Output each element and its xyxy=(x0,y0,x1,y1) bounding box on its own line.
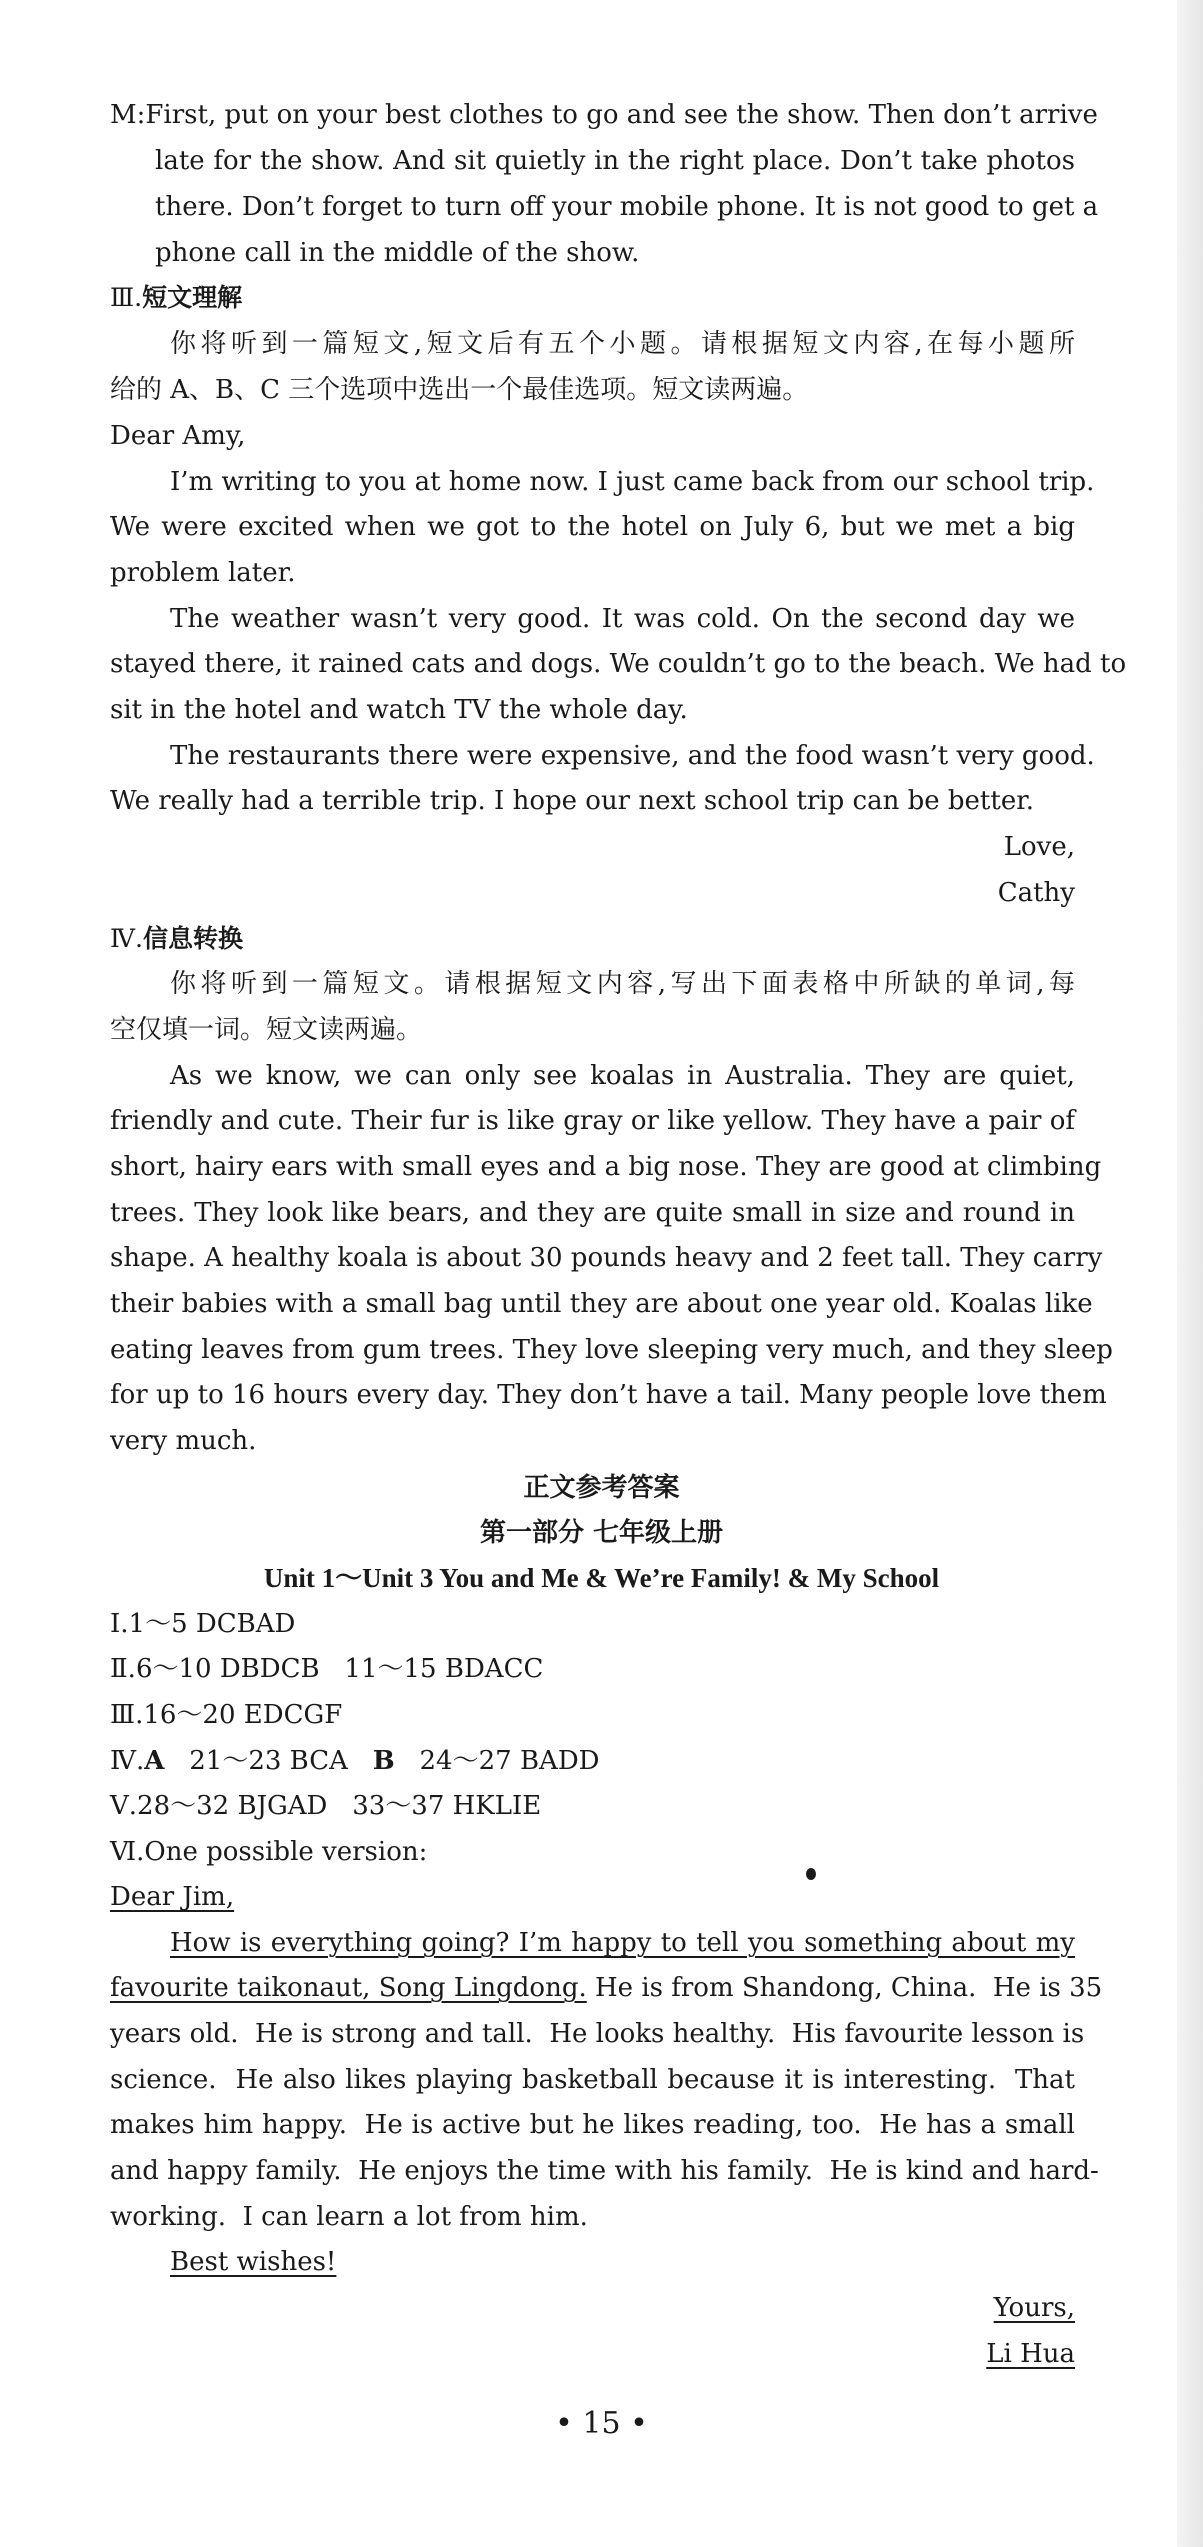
answer-number: Ⅵ. xyxy=(110,1837,145,1867)
answer-number: Ⅱ. xyxy=(110,1654,136,1684)
answer-text: 6～10 DBDCB 11～15 BDACC xyxy=(135,1654,544,1684)
model-letter-wishes xyxy=(170,2245,336,2279)
answer-part-b-label: B xyxy=(372,1746,395,1776)
answer-part-b-text: 24～27 BADD xyxy=(419,1746,600,1776)
instruction-line: 空仅填一词。短文读两遍。 xyxy=(110,1015,423,1045)
dialogue-line: phone call in the middle of the show. xyxy=(155,238,640,268)
model-letter-line xyxy=(170,1926,1075,1960)
passage-line: trees. They look like bears, and they are quite small in size and round in xyxy=(110,1198,1075,1228)
letter-greeting: Dear Amy, xyxy=(110,421,246,451)
passage-line: I’m writing to you at home now. I just came back from our school trip. xyxy=(170,467,1095,497)
dialogue-line: there. Don’t forget to turn off your mobile phone. It is not good to get a xyxy=(155,192,1099,222)
ink-dot xyxy=(806,1868,816,1880)
model-letter-line: makes him happy. He is active but he likes reading, too. He has a small xyxy=(110,2110,1075,2140)
passage-line: As we know, we can only see koalas in Australia. They are quiet, xyxy=(170,1061,1075,1091)
model-letter-line: and happy family. He enjoys the time with his family. He is kind and hard- xyxy=(110,2156,1099,2186)
answer-line-5 xyxy=(110,1789,541,1823)
answer-line-2 xyxy=(110,1652,543,1686)
dialogue-line: M:First, put on your best clothes to go and see the show. Then don’t arrive xyxy=(110,100,1098,130)
answer-line-6 xyxy=(110,1835,427,1869)
answer-part-a-text: 21～23 BCA xyxy=(189,1746,348,1776)
page-edge-shadow xyxy=(1177,0,1203,2547)
passage-line: short, hairy ears with small eyes and a big nose. They are good at climbing xyxy=(110,1152,1102,1182)
passage-line: problem later. xyxy=(110,558,296,588)
sentence-text: He is from Shandong, China. He is 35 xyxy=(586,1973,1103,2003)
passage-line: friendly and cute. Their fur is like gray or like yellow. They have a pair of xyxy=(110,1106,1075,1136)
passage-line: eating leaves from gum trees. They love sleeping very much, and they sleep xyxy=(110,1335,1113,1365)
section-3-number: Ⅲ. xyxy=(110,283,143,312)
passage-line: shape. A healthy koala is about 30 pounds heavy and 2 feet tall. They carry xyxy=(110,1243,1103,1273)
answer-text: 1～5 DCBAD xyxy=(128,1609,296,1639)
passage-line: The weather wasn’t very good. It was cold. On the second day we xyxy=(170,604,1075,634)
model-letter-line: years old. He is strong and tall. He looks healthy. His favourite lesson is xyxy=(110,2019,1085,2049)
passage-line: their babies with a small bag until they are about one year old. Koalas like xyxy=(110,1289,1093,1319)
underlined-sentence: How is everything going? I’m happy to tell you something about my xyxy=(170,1928,1075,1958)
answers-heading: 正文参考答案 xyxy=(523,1473,680,1503)
answer-number: Ⅲ. xyxy=(110,1700,144,1730)
passage-line: We were excited when we got to the hotel on July 6, but we met a big xyxy=(110,512,1075,542)
instruction-line: 给的 A、B、C 三个选项中选出一个最佳选项。短文读两遍。 xyxy=(110,375,809,405)
section-3-title: 短文理解 xyxy=(142,283,243,312)
section-3-heading xyxy=(110,281,242,315)
passage-line: We really had a terrible trip. I hope our next school trip can be better. xyxy=(110,786,1035,816)
answer-text: 16～20 EDCGF xyxy=(143,1700,343,1730)
model-letter-signature xyxy=(986,2337,1075,2371)
answer-line-4 xyxy=(110,1744,600,1778)
closing-text: Yours, xyxy=(993,2293,1075,2323)
passage-line: for up to 16 hours every day. They don’t have a tail. Many people love them xyxy=(110,1380,1107,1410)
passage-line: very much. xyxy=(110,1426,257,1456)
answer-number: Ⅴ. xyxy=(110,1791,138,1821)
signature-text: Li Hua xyxy=(986,2339,1075,2369)
answer-part-a-label: A xyxy=(144,1746,165,1776)
model-letter-closing xyxy=(994,2291,1075,2325)
passage-line: The restaurants there were expensive, and the food wasn’t very good. xyxy=(170,741,1095,771)
answer-line-3 xyxy=(110,1698,342,1732)
model-letter-line xyxy=(110,1971,1103,2005)
unit-heading: Unit 1～Unit 3 You and Me & We’re Family! & My School xyxy=(263,1563,940,1593)
section-4-number: Ⅳ. xyxy=(110,924,143,953)
instruction-line: 你将听到一篇短文,短文后有五个小题。请根据短文内容,在每小题所 xyxy=(170,329,1075,359)
model-letter-greeting xyxy=(110,1880,234,1914)
model-letter-line: science. He also likes playing basketball because it is interesting. That xyxy=(110,2065,1075,2095)
answer-text: 28～32 BJGAD 33～37 HKLIE xyxy=(137,1791,542,1821)
part-heading: 第一部分 七年级上册 xyxy=(479,1518,724,1548)
passage-line: sit in the hotel and watch TV the whole day. xyxy=(110,695,688,725)
letter-closing: Love, xyxy=(1003,832,1075,862)
answer-text: One possible version: xyxy=(144,1837,428,1867)
wishes-text: Best wishes! xyxy=(170,2247,337,2277)
page-number: • 15 • xyxy=(555,2406,648,2441)
passage-line: stayed there, it rained cats and dogs. We couldn’t go to the beach. We had to xyxy=(110,649,1127,679)
section-4-title: 信息转换 xyxy=(142,924,243,953)
model-letter-greeting-text: Dear Jim, xyxy=(110,1882,235,1912)
answer-number: Ⅳ. xyxy=(110,1746,145,1776)
model-letter-line: working. I can learn a lot from him. xyxy=(110,2202,588,2232)
answer-number: Ⅰ. xyxy=(110,1609,129,1639)
letter-signature: Cathy xyxy=(997,878,1075,908)
section-4-heading xyxy=(110,922,243,956)
dialogue-line: late for the show. And sit quietly in the right place. Don’t take photos xyxy=(155,146,1075,176)
underlined-sentence: favourite taikonaut, Song Lingdong. xyxy=(110,1973,587,2003)
answer-line-1 xyxy=(110,1607,295,1641)
instruction-line: 你将听到一篇短文。请根据短文内容,写出下面表格中所缺的单词,每 xyxy=(170,969,1075,999)
